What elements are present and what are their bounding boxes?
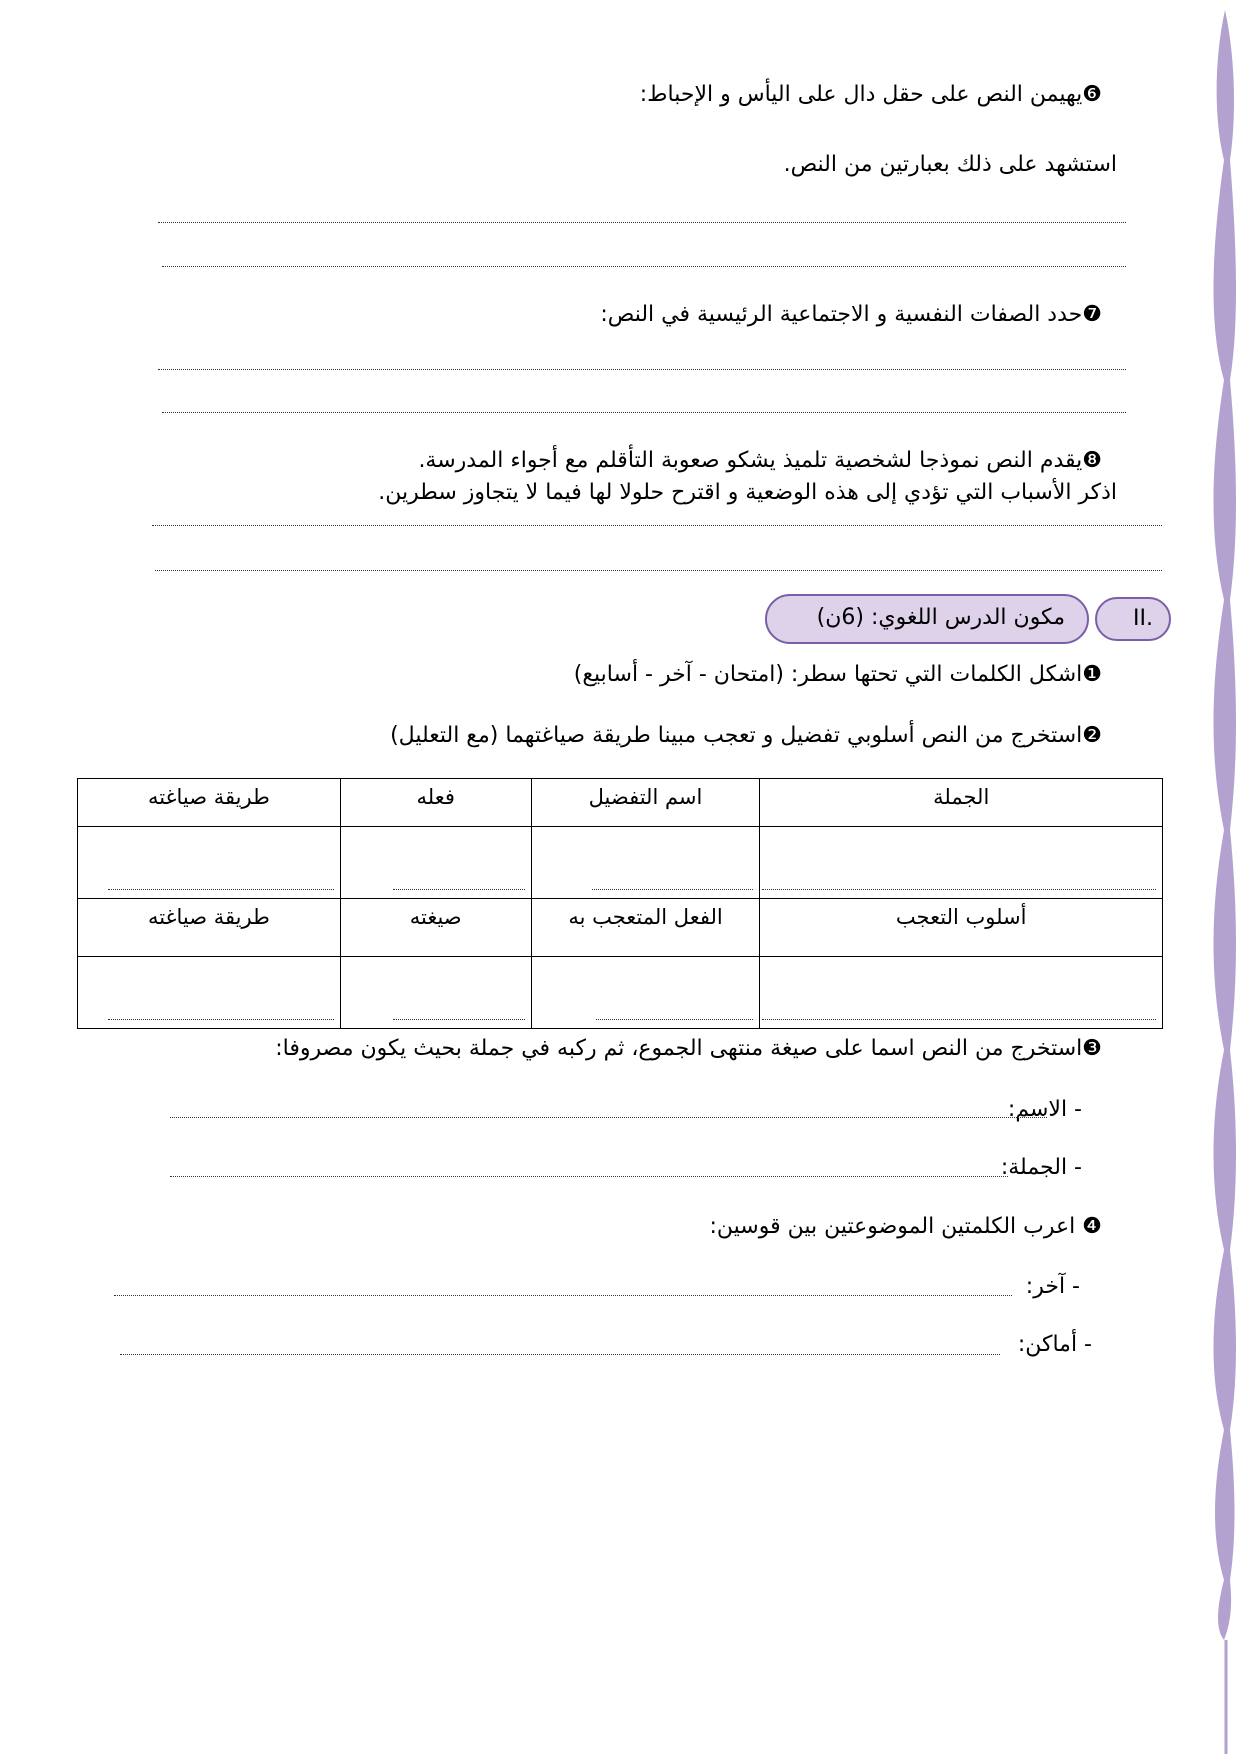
table-header-cell: الجملة	[760, 779, 1163, 827]
table-header-cell: اسم التفضيل	[531, 779, 760, 827]
answer-line[interactable]	[162, 266, 1126, 267]
lq4-number: ❹	[1082, 1214, 1102, 1239]
answer-line[interactable]	[155, 570, 1162, 571]
lq4-prompt-text: اعرب الكلمتين الموضوعتين بين قوسين:	[709, 1214, 1076, 1239]
decorative-border	[1180, 0, 1240, 1754]
table-answer-cell[interactable]	[760, 957, 1163, 1029]
answer-line[interactable]	[170, 1176, 1008, 1177]
table-header-cell: أسلوب التعجب	[760, 899, 1163, 957]
answer-line[interactable]	[120, 1354, 1000, 1355]
answer-line[interactable]	[170, 1117, 1047, 1118]
q7-number: ❼	[1082, 302, 1102, 327]
q8-instruction: اذكر الأسباب التي تؤدي إلى هذه الوضعية و اقترح حلولا لها فيما لا يتجاوز سطرين.	[378, 480, 1117, 505]
answer-line[interactable]	[158, 369, 1126, 370]
answer-line[interactable]	[114, 1295, 1012, 1296]
lq2-prompt-text: استخرج من النص أسلوبي تفضيل و تعجب مبينا طريقة صياغتهما (مع التعليل)	[390, 723, 1083, 748]
section-numeral: .II	[1133, 606, 1153, 631]
lq4-item-amakin: - أماكن:	[1017, 1332, 1092, 1357]
lq1-prompt	[574, 660, 1102, 690]
table-answer-cell[interactable]	[760, 827, 1163, 899]
lq2-number: ❷	[1082, 723, 1102, 748]
q7-prompt-text: حدد الصفات النفسية و الاجتماعية الرئيسية في النص:	[600, 302, 1083, 327]
table-row	[78, 957, 1163, 1029]
q8-number: ❽	[1082, 448, 1102, 473]
table-answer-cell[interactable]	[531, 827, 760, 899]
table-header-cell: فعله	[340, 779, 531, 827]
lq3-item-name: - الاسم:	[1007, 1097, 1082, 1122]
lq1-number: ❶	[1082, 662, 1102, 687]
q8-prompt	[418, 446, 1102, 476]
section-banner	[765, 592, 1175, 648]
q6-prompt	[640, 80, 1102, 110]
table-answer-cell[interactable]	[78, 827, 341, 899]
table-header-cell: طريقة صياغته	[78, 779, 341, 827]
table-header-cell: الفعل المتعجب به	[531, 899, 760, 957]
section-title: مكون الدرس اللغوي: (6ن)	[816, 605, 1065, 630]
lq3-number: ❸	[1082, 1036, 1102, 1061]
answer-line[interactable]	[162, 412, 1126, 413]
lq4-item-akhar: - آخر:	[1025, 1274, 1080, 1299]
q8-prompt-text: يقدم النص نموذجا لشخصية تلميذ يشكو صعوبة التأقلم مع أجواء المدرسة.	[418, 448, 1083, 473]
table-row	[78, 827, 1163, 899]
table-answer-cell[interactable]	[340, 827, 531, 899]
lq3-item-sentence: - الجملة:	[1000, 1155, 1082, 1180]
answer-line[interactable]	[158, 222, 1126, 223]
lq4-prompt	[709, 1212, 1102, 1242]
table-header-row	[78, 779, 1163, 827]
table-header-cell: طريقة صياغته	[78, 899, 341, 957]
q6-prompt-text: يهيمن النص على حقل دال على اليأس و الإحباط:	[639, 82, 1083, 107]
q7-prompt	[600, 300, 1102, 330]
lq3-prompt-text: استخرج من النص اسما على صيغة منتهى الجموع، ثم ركبه في جملة بحيث يكون مصروفا:	[275, 1036, 1083, 1061]
style-table	[77, 778, 1163, 1029]
table-answer-cell[interactable]	[78, 957, 341, 1029]
q6-number: ❻	[1082, 82, 1102, 107]
table-header-cell: صيغته	[340, 899, 531, 957]
lq3-prompt	[275, 1034, 1102, 1064]
table-header-row	[78, 899, 1163, 957]
answer-line[interactable]	[152, 525, 1162, 526]
lq1-prompt-text: اشكل الكلمات التي تحتها سطر: (امتحان - آخر - أسابيع)	[573, 662, 1083, 687]
table-answer-cell[interactable]	[340, 957, 531, 1029]
table-answer-cell[interactable]	[531, 957, 760, 1029]
q6-instruction: استشهد على ذلك بعبارتين من النص.	[783, 152, 1117, 177]
lq2-prompt	[390, 721, 1102, 751]
